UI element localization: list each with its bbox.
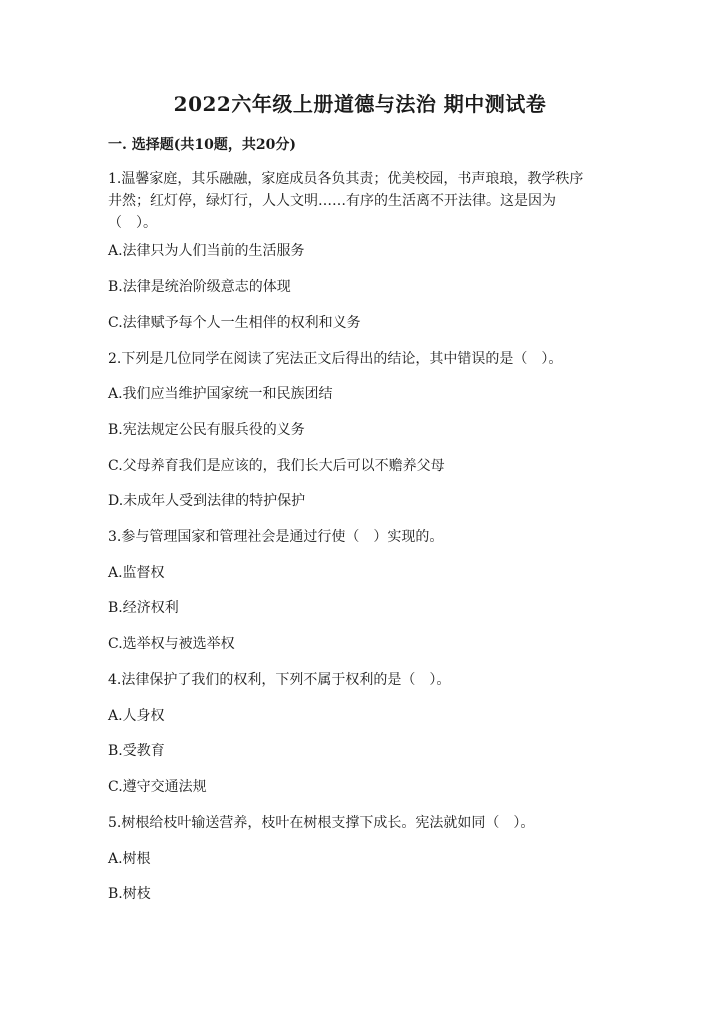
question-text-line: 2.下列是几位同学在阅读了宪法正文后得出的结论，其中错误的是（ ）。 xyxy=(108,351,563,367)
option-1b[interactable]: B.法律是统治阶级意志的体现 xyxy=(108,279,291,295)
option-1a[interactable]: A.法律只为人们当前的生活服务 xyxy=(108,243,305,259)
option-1c[interactable]: C.法律赋予每个人一生相伴的权利和义务 xyxy=(108,315,361,331)
question-5 xyxy=(108,812,608,834)
page-title: 2022六年级上册道德与法治 期中测试卷 xyxy=(173,92,547,116)
option-2d[interactable]: D.未成年人受到法律的特护保护 xyxy=(108,493,306,509)
option-2a[interactable]: A.我们应当维护国家统一和民族团结 xyxy=(108,386,333,402)
question-text-line: 5.树根给枝叶输送营养，枝叶在树根支撑下成长。宪法就如同（ ）。 xyxy=(108,815,535,831)
option-2b[interactable]: B.宪法规定公民有服兵役的义务 xyxy=(108,422,305,438)
question-4 xyxy=(108,669,608,691)
section-heading: 一. 选择题(共10题，共20分) xyxy=(108,137,296,153)
option-5a[interactable]: A.树根 xyxy=(108,851,151,867)
option-3b[interactable]: B.经济权利 xyxy=(108,600,179,616)
question-text-line: 井然；红灯停，绿灯行，人人文明……有序的生活离不开法律。这是因为 xyxy=(108,193,556,209)
question-text-line: 4.法律保护了我们的权利，下列不属于权利的是（ ）。 xyxy=(108,672,451,688)
option-4c[interactable]: C.遵守交通法规 xyxy=(108,779,207,795)
option-3c[interactable]: C.选举权与被选举权 xyxy=(108,636,235,652)
question-3 xyxy=(108,526,608,548)
question-text-line: 1.温馨家庭，其乐融融，家庭成员各负其责；优美校园，书声琅琅，教学秩序 xyxy=(108,171,584,187)
question-text-line: 3.参与管理国家和管理社会是通过行使（ ）实现的。 xyxy=(108,529,444,545)
option-4b[interactable]: B.受教育 xyxy=(108,743,165,759)
option-2c[interactable]: C.父母养育我们是应该的，我们长大后可以不赡养父母 xyxy=(108,458,445,474)
question-1 xyxy=(108,168,608,234)
option-3a[interactable]: A.监督权 xyxy=(108,565,165,581)
question-2 xyxy=(108,348,608,370)
option-5b[interactable]: B.树枝 xyxy=(108,886,151,902)
question-text-line: （ ）。 xyxy=(108,215,157,231)
option-4a[interactable]: A.人身权 xyxy=(108,708,165,724)
